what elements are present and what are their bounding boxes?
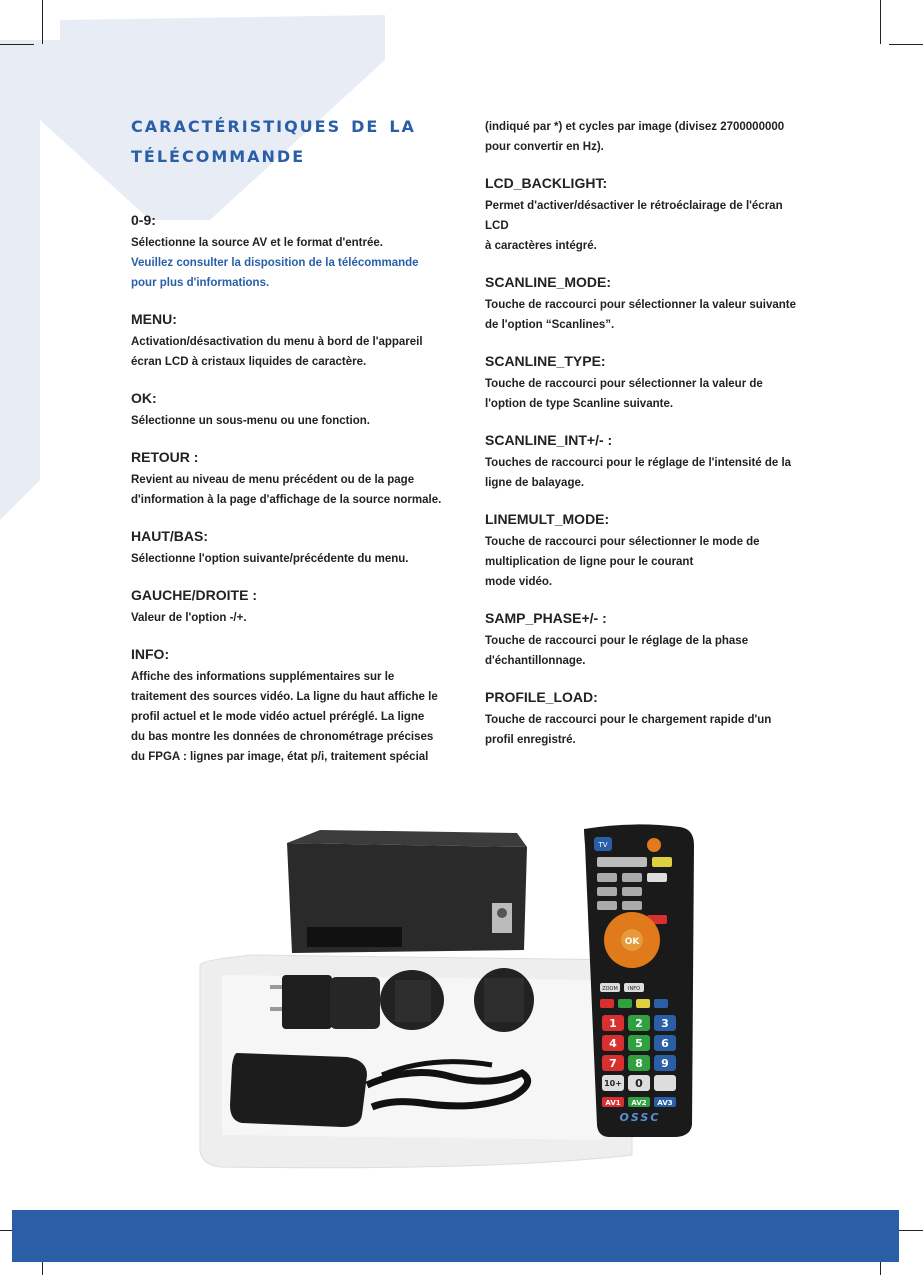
section-heading: LINEMULT_MODE: xyxy=(485,511,610,527)
key-2: 2 xyxy=(635,1017,643,1030)
key-6: 6 xyxy=(661,1037,669,1050)
section-heading: SAMP_PHASE+/- : xyxy=(485,610,607,626)
remote-ok-label: OK xyxy=(624,937,640,947)
section-0-9 xyxy=(131,212,461,293)
av3-label: AV3 xyxy=(657,1099,673,1107)
remote-info-label: INFO xyxy=(627,986,641,992)
section-lcd-backlight xyxy=(485,175,815,256)
section-info xyxy=(131,646,461,767)
section-info-continued xyxy=(485,117,815,157)
section-body: Touche de raccourci pour sélectionner la valeur de l'option de type Scanline suivante. xyxy=(485,378,763,410)
left-column xyxy=(131,212,461,785)
layout-link[interactable]: Veuillez consulter la disposition de la télécommande pour plus d'informations. xyxy=(131,257,419,289)
section-body: Touche de raccourci pour sélectionner la valeur suivante de l'option “Scanlines”. xyxy=(485,299,797,331)
section-heading: LCD_BACKLIGHT: xyxy=(485,175,608,191)
section-heading: SCANLINE_TYPE: xyxy=(485,353,606,369)
av1-label: AV1 xyxy=(605,1099,621,1107)
section-body: (indiqué par *) et cycles par image (divisez 2700000000 pour convertir en Hz). xyxy=(485,121,785,153)
section-body: Touche de raccourci pour sélectionner le mode de multiplication de ligne pour le courant mode vidéo. xyxy=(485,536,760,588)
key-1: 1 xyxy=(609,1017,617,1030)
section-body: Valeur de l'option -/+. xyxy=(131,612,247,624)
section-body: Touches de raccourci pour le réglage de l'intensité de la ligne de balayage. xyxy=(485,457,792,489)
remote-zoom-label: ZOOM xyxy=(602,986,618,992)
section-heading: HAUT/BAS: xyxy=(131,528,208,544)
section-body: Touche de raccourci pour le chargement rapide d'un profil enregistré. xyxy=(485,714,772,746)
section-gauche-droite xyxy=(131,587,461,628)
section-scanline-mode xyxy=(485,274,815,335)
remote-brand-logo: OSSC xyxy=(619,1111,661,1124)
crop-mark xyxy=(0,44,34,45)
key-10-plus: 10+ xyxy=(604,1079,622,1088)
section-profile-load xyxy=(485,689,815,750)
footer-bar xyxy=(12,1210,899,1262)
section-heading: MENU: xyxy=(131,311,177,327)
section-body: Permet d'activer/désactiver le rétroéclairage de l'écran LCD à caractères intégré. xyxy=(485,200,783,252)
key-5: 5 xyxy=(635,1037,643,1050)
section-heading: PROFILE_LOAD: xyxy=(485,689,598,705)
remote-tv-label: TV xyxy=(598,841,608,849)
section-body: Sélectionne un sous-menu ou une fonction. xyxy=(131,415,370,427)
product-photo xyxy=(192,815,737,1175)
key-7: 7 xyxy=(609,1057,617,1070)
section-heading: RETOUR : xyxy=(131,449,199,465)
section-body: Sélectionne l'option suivante/précédente du menu. xyxy=(131,553,409,565)
crop-mark xyxy=(889,44,923,45)
section-ok xyxy=(131,390,461,431)
section-linemult-mode xyxy=(485,511,815,592)
crop-mark xyxy=(880,0,881,44)
key-8: 8 xyxy=(635,1057,643,1070)
right-column xyxy=(485,117,815,768)
section-heading: 0-9: xyxy=(131,212,156,228)
section-haut-bas xyxy=(131,528,461,569)
remote-control xyxy=(584,824,694,1137)
section-heading: OK: xyxy=(131,390,157,406)
key-3: 3 xyxy=(661,1017,669,1030)
section-heading: INFO: xyxy=(131,646,170,662)
plug-adapters xyxy=(270,968,534,1032)
section-retour xyxy=(131,449,461,510)
section-samp-phase xyxy=(485,610,815,671)
section-menu xyxy=(131,311,461,372)
section-body: Touche de raccourci pour le réglage de la phase d'échantillonnage. xyxy=(485,635,749,667)
crop-mark xyxy=(42,0,43,44)
scaler-device xyxy=(287,830,527,953)
av2-label: AV2 xyxy=(631,1099,647,1107)
section-body: Sélectionne la source AV et le format d'entrée. xyxy=(131,237,383,249)
section-scanline-int xyxy=(485,432,815,493)
page-title: caractéristiques de la télécommande xyxy=(131,112,416,168)
section-heading: GAUCHE/DROITE : xyxy=(131,587,257,603)
section-body: Revient au niveau de menu précédent ou de la page d'information à la page d'affichage de la source normale. xyxy=(131,474,442,506)
key-4: 4 xyxy=(609,1037,617,1050)
section-scanline-type xyxy=(485,353,815,414)
section-heading: SCANLINE_MODE: xyxy=(485,274,612,290)
section-body: Activation/désactivation du menu à bord de l'appareil écran LCD à cristaux liquides de caractère. xyxy=(131,336,423,368)
key-9: 9 xyxy=(661,1057,669,1070)
section-body: Affiche des informations supplémentaires sur le traitement des sources vidéo. La ligne du haut affiche le profil actuel et le mode vidéo actuel préréglé. La ligne du bas montre les données de chronométrage précises du FPGA : lignes par image, état p/i, traitement spécial xyxy=(131,671,438,763)
key-0: 0 xyxy=(635,1077,643,1090)
section-heading: SCANLINE_INT+/- : xyxy=(485,432,613,448)
